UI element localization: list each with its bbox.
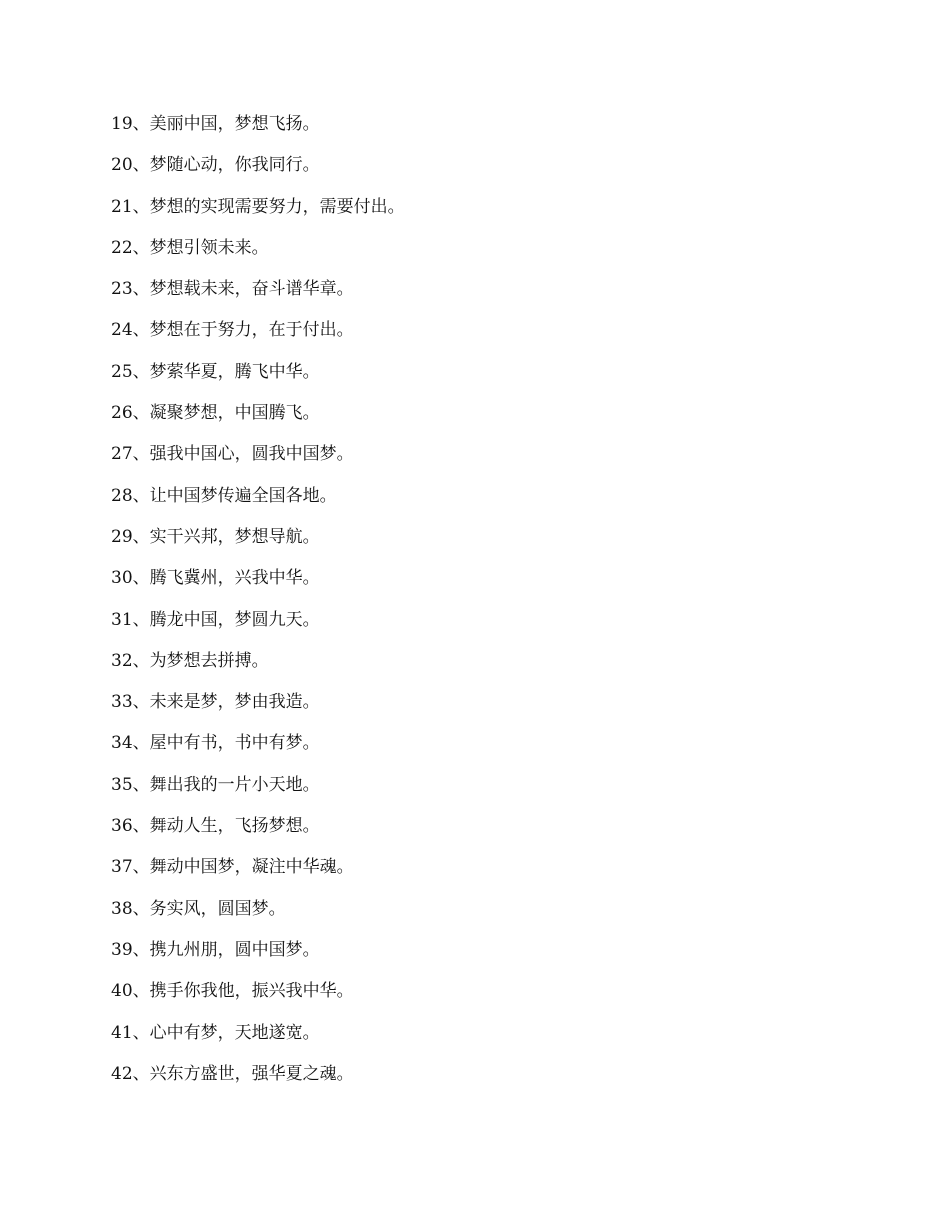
list-item: 28、让中国梦传遍全国各地。 <box>111 485 337 506</box>
list-item: 36、舞动人生，飞扬梦想。 <box>111 816 320 837</box>
list-item: 31、腾龙中国，梦圆九天。 <box>111 609 320 630</box>
list-item: 22、梦想引领未来。 <box>111 237 269 258</box>
list-item: 30、腾飞冀州，兴我中华。 <box>111 568 320 589</box>
list-item: 39、携九州朋，圆中国梦。 <box>111 939 320 960</box>
list-item: 24、梦想在于努力，在于付出。 <box>111 320 354 341</box>
slogan-list <box>111 112 405 1103</box>
list-item: 34、屋中有书，书中有梦。 <box>111 733 320 754</box>
list-item: 41、心中有梦，天地遂宽。 <box>111 1022 320 1043</box>
list-item: 23、梦想载未来，奋斗谱华章。 <box>111 279 354 300</box>
list-item: 20、梦随心动，你我同行。 <box>111 155 320 176</box>
list-item: 32、为梦想去拼搏。 <box>111 650 269 671</box>
list-item: 21、梦想的实现需要努力，需要付出。 <box>111 196 405 217</box>
list-item: 40、携手你我他，振兴我中华。 <box>111 981 354 1002</box>
list-item: 42、兴东方盛世，强华夏之魂。 <box>111 1063 354 1084</box>
list-item: 29、实干兴邦，梦想导航。 <box>111 526 320 547</box>
list-item: 38、务实风，圆国梦。 <box>111 898 286 919</box>
list-item: 35、舞出我的一片小天地。 <box>111 774 320 795</box>
list-item: 33、未来是梦，梦由我造。 <box>111 692 320 713</box>
list-item: 27、强我中国心，圆我中国梦。 <box>111 444 354 465</box>
list-item: 25、梦萦华夏，腾飞中华。 <box>111 361 320 382</box>
list-item: 37、舞动中国梦，凝注中华魂。 <box>111 857 354 878</box>
list-item: 26、凝聚梦想，中国腾飞。 <box>111 403 320 424</box>
list-item: 19、美丽中国，梦想飞扬。 <box>111 114 320 134</box>
